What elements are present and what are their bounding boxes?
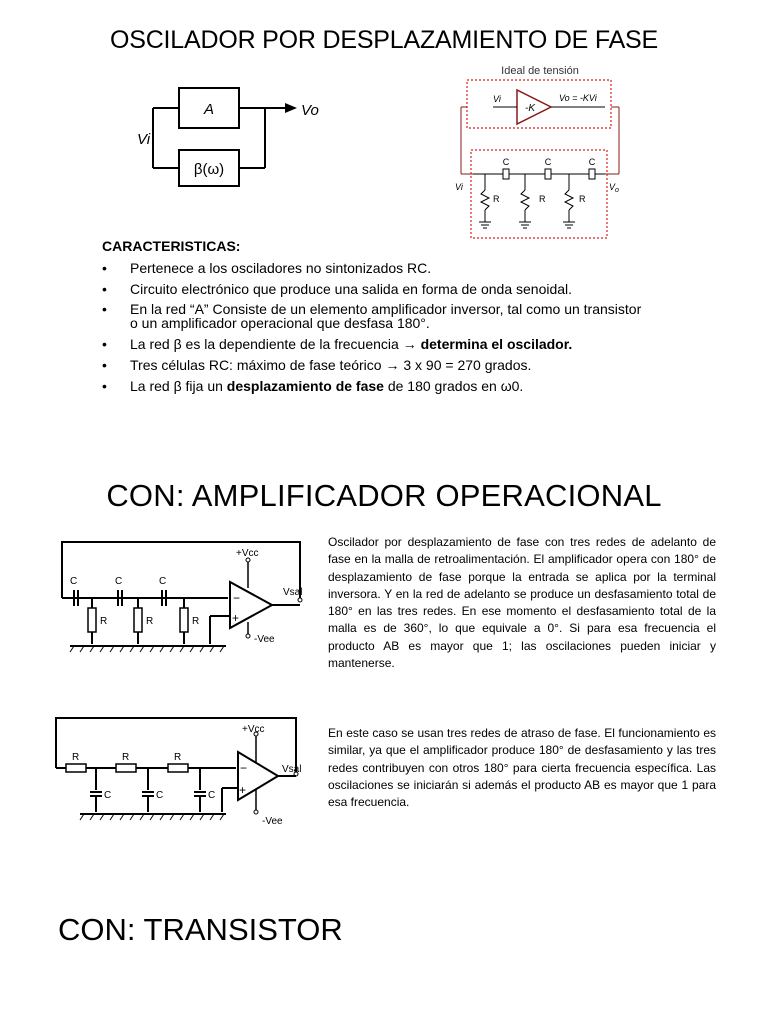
features-list xyxy=(102,260,642,399)
svg-text:+: + xyxy=(232,611,240,625)
svg-text:C: C xyxy=(588,157,596,167)
opamp-lag-circuit xyxy=(50,710,312,836)
svg-text:-Vee: -Vee xyxy=(254,634,275,645)
feature-item-1: • Pertenece a los osciladores no sintonizados RC. xyxy=(102,260,432,276)
svg-text:R: R xyxy=(174,752,182,763)
page-title: OSCILADOR POR DESPLAZAMIENTO DE FASE xyxy=(109,26,659,54)
resistor-3 xyxy=(180,598,199,644)
svg-text:+Vcc: +Vcc xyxy=(242,724,265,735)
capacitor-3 xyxy=(589,157,596,179)
resistor-1 xyxy=(88,598,107,644)
svg-text:-K: -K xyxy=(525,103,535,114)
svg-text:C: C xyxy=(70,576,78,587)
resistor-3 xyxy=(563,174,586,228)
svg-text:C: C xyxy=(159,576,167,587)
resistor-2 xyxy=(134,598,153,644)
arrow-icon: → xyxy=(402,336,417,352)
resistor-2 xyxy=(519,174,546,228)
svg-text:R: R xyxy=(493,194,500,204)
feature-item-4: • La red β es la dependiente de la frecuencia → determina el oscilador. xyxy=(102,336,573,352)
capacitor-3 xyxy=(159,576,166,606)
capacitor-1 xyxy=(503,157,510,179)
svg-text:C: C xyxy=(544,157,552,167)
amp-label: A xyxy=(203,101,215,118)
svg-text:R: R xyxy=(122,752,130,763)
feature-item-6: • La red β fija un desplazamiento de fase de 180 grados en ω0. xyxy=(102,378,524,394)
block-diagram xyxy=(125,78,335,208)
resistor-1 xyxy=(479,174,500,228)
svg-text:R: R xyxy=(539,194,546,204)
section-heading-transistor: CON: TRANSISTOR xyxy=(58,912,343,947)
svg-text:C: C xyxy=(208,790,216,801)
svg-text:Vi: Vi xyxy=(493,94,501,104)
svg-text:Vi: Vi xyxy=(455,182,463,192)
capacitor-2 xyxy=(115,576,122,606)
resistor-1 xyxy=(66,752,86,772)
input-label: Vi xyxy=(137,131,151,148)
svg-text:R: R xyxy=(72,752,80,763)
ideal-heading: Ideal de tensión xyxy=(501,65,579,77)
section-heading-opamp: CON: AMPLIFICADOR OPERACIONAL xyxy=(106,478,662,513)
svg-text:+Vcc: +Vcc xyxy=(236,548,259,559)
capacitor-1 xyxy=(70,576,78,606)
feature-item-2: • Circuito electrónico que produce una salida en forma de onda senoidal. xyxy=(102,281,573,297)
feedback-label: β(ω) xyxy=(193,161,225,178)
vo-label: $V_o$ xyxy=(609,182,619,194)
svg-text:C: C xyxy=(156,790,164,801)
svg-text:C: C xyxy=(502,157,510,167)
svg-text:Vo = -KVi: Vo = -KVi xyxy=(559,93,597,103)
svg-text:R: R xyxy=(146,616,154,627)
arrow-icon: → xyxy=(385,357,400,373)
feature-item-5: • Tres células RC: máximo de fase teórico → 3 x 90 = 270 grados. xyxy=(102,357,532,373)
output-arrow-icon xyxy=(285,103,297,113)
svg-text:R: R xyxy=(192,616,200,627)
capacitor-1 xyxy=(90,768,111,812)
paragraph-lag-network: En este caso se usan tres redes de atraso de fase. El funcionamiento es similar, ya que el amplificador produce 180° de desfasamiento y las tres redes contribuyen con otros 180° para cierta frecuencia específica. Las oscilaciones se iniciarán si además el producto AB es mayor que 1 para esa frecuencia. xyxy=(328,726,716,810)
svg-text:R: R xyxy=(579,194,586,204)
feature-item-3: • En la red “A” Consiste de un elemento amplificador inversor, tal como un transistor o un amplificador operacional que desfasa 180°. xyxy=(102,301,642,331)
svg-text:Vsal: Vsal xyxy=(283,587,303,598)
capacitor-3 xyxy=(194,768,215,812)
svg-text:−: − xyxy=(240,761,248,775)
output-label: Vo xyxy=(301,102,319,119)
svg-text:R: R xyxy=(100,616,108,627)
capacitor-2 xyxy=(142,768,163,812)
opamp-lead-circuit xyxy=(50,538,312,664)
resistor-2 xyxy=(116,752,136,772)
capacitor-2 xyxy=(545,157,552,179)
resistor-3 xyxy=(168,752,188,772)
svg-text:C: C xyxy=(104,790,112,801)
svg-text:+: + xyxy=(239,783,247,797)
svg-text:Vsal: Vsal xyxy=(282,764,302,775)
paragraph-lead-network: Oscilador por desplazamiento de fase con tres redes de adelanto de fase en la malla de retroalimentación. El amplificador opera con 180° de desplazamiento de fase porque la entrada se aplica por la terminal inversora. Y en la red de adelanto se produce un desfasamiento total de 180° en las tres redes. En ese momento el desfasamiento total de la malla es de 360°, lo que equivale a 0°. Si para esa frecuencia el producto AB es mayor que 1; las oscilaciones pueden iniciar y mantenerse. xyxy=(328,535,716,671)
features-heading: CARACTERISTICAS: xyxy=(102,238,241,254)
svg-text:-Vee: -Vee xyxy=(262,816,283,827)
svg-text:C: C xyxy=(115,576,123,587)
ideal-circuit-diagram xyxy=(455,62,625,242)
svg-text:−: − xyxy=(233,591,241,605)
